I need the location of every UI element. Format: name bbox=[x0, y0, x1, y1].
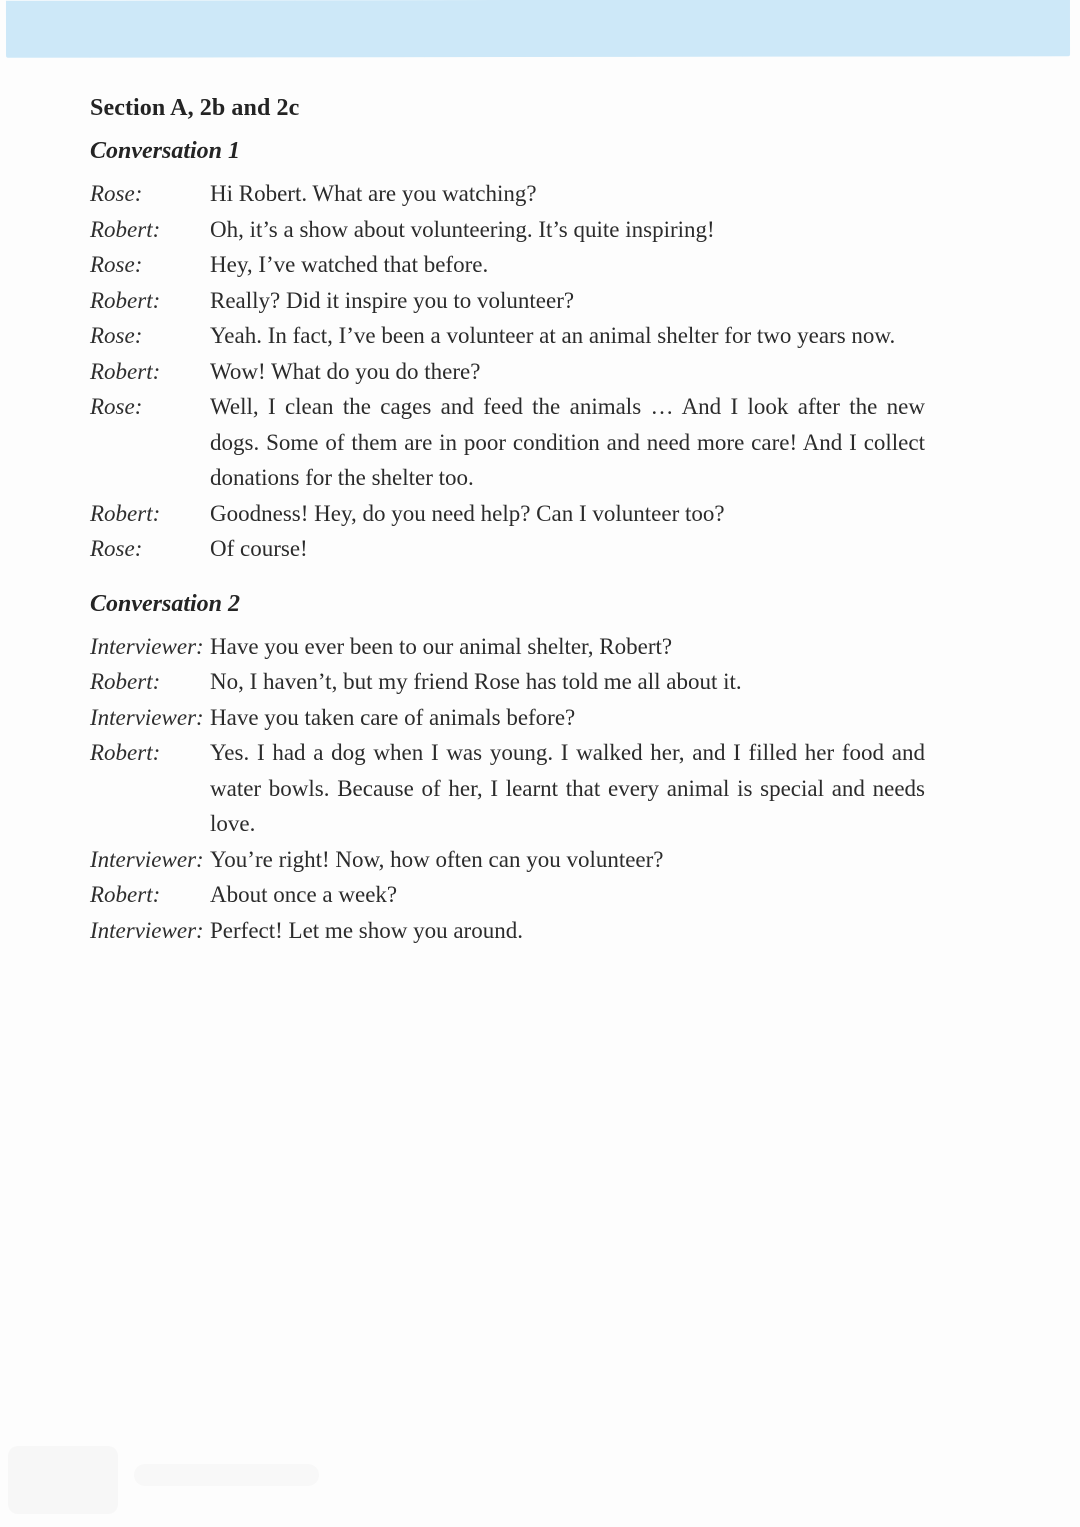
dialogue-turn bbox=[90, 913, 935, 949]
dialogue-text: Goodness! Hey, do you need help? Can I volunteer too? bbox=[210, 500, 725, 526]
speaker-name: Interviewer: bbox=[90, 846, 204, 872]
speaker-name: Robert: bbox=[90, 216, 161, 242]
conversation-title: Conversation 2 bbox=[90, 590, 241, 617]
dialogue-text: Of course! bbox=[210, 536, 308, 561]
speaker-name: Robert: bbox=[90, 358, 161, 384]
dialogue-text: Really? Did it inspire you to volunteer? bbox=[210, 287, 575, 313]
dialogue-turn bbox=[90, 176, 935, 212]
dialogue-text: Wow! What do you do there? bbox=[210, 358, 481, 384]
page-top-blue-band bbox=[6, 0, 1070, 58]
speaker-name: Rose: bbox=[90, 252, 143, 277]
dialogue-text: Oh, it’s a show about volunteering. It’s quite inspiring! bbox=[210, 216, 715, 242]
speaker-name: Rose: bbox=[90, 394, 143, 419]
speaker-name: Robert: bbox=[90, 669, 161, 694]
section-heading: Section A, 2b and 2c bbox=[90, 95, 300, 121]
dialogue-text: Yes. I had a dog when I was young. I walked her, and I filled her food and water bowls. Because of her, I learnt that every animal is special and needs love. bbox=[210, 740, 925, 836]
speaker-name: Robert: bbox=[90, 882, 161, 907]
dialogue-turns bbox=[90, 176, 935, 567]
dialogue-turn bbox=[90, 283, 935, 319]
speaker-name: Interviewer: bbox=[90, 917, 204, 943]
dialogue-turn bbox=[90, 877, 935, 913]
dialogue-text: Hi Robert. What are you watching? bbox=[210, 181, 537, 206]
dialogue-text: No, I haven’t, but my friend Rose has told me all about it. bbox=[210, 669, 742, 694]
dialogue-turn bbox=[90, 354, 935, 390]
conversations-list bbox=[90, 136, 935, 948]
dialogue-text: Perfect! Let me show you around. bbox=[210, 917, 523, 943]
dialogue-turn bbox=[90, 664, 935, 700]
dialogue-text: You’re right! Now, how often can you volunteer? bbox=[210, 846, 664, 872]
dialogue-turn bbox=[90, 629, 935, 665]
conversation-block bbox=[90, 136, 935, 567]
speaker-name: Rose: bbox=[90, 536, 143, 561]
dialogue-turns bbox=[90, 629, 935, 949]
dialogue-text: Well, I clean the cages and feed the animals … And I look after the new dogs. Some of them are in poor condition and need more care! And I collect donations for the shelter too. bbox=[210, 394, 925, 490]
speaker-name: Interviewer: bbox=[90, 633, 204, 659]
dialogue-text: Yeah. In fact, I’ve been a volunteer at an animal shelter for two years now. bbox=[210, 323, 896, 348]
dialogue-text: About once a week? bbox=[210, 882, 398, 907]
dialogue-turn bbox=[90, 531, 935, 567]
speaker-name: Robert: bbox=[90, 740, 161, 765]
dialogue-turn bbox=[90, 842, 935, 878]
dialogue-text: Hey, I’ve watched that before. bbox=[210, 252, 489, 277]
dialogue-turn bbox=[90, 212, 935, 248]
dialogue-turn bbox=[90, 318, 935, 354]
dialogue-turn bbox=[90, 496, 935, 532]
dialogue-text: Have you taken care of animals before? bbox=[210, 704, 576, 730]
conversation-block bbox=[90, 589, 935, 949]
faint-watermark bbox=[4, 1438, 404, 1518]
watermark-text-blob bbox=[134, 1464, 319, 1486]
speaker-name: Robert: bbox=[90, 500, 161, 526]
speaker-name: Rose: bbox=[90, 181, 143, 206]
dialogue-text: Have you ever been to our animal shelter, Robert? bbox=[210, 633, 673, 659]
speaker-name: Interviewer: bbox=[90, 704, 204, 730]
dialogue-turn bbox=[90, 700, 935, 736]
page-content bbox=[90, 94, 935, 948]
dialogue-turn bbox=[90, 389, 935, 496]
speaker-name: Robert: bbox=[90, 287, 161, 313]
conversation-title: Conversation 1 bbox=[90, 138, 241, 164]
speaker-name: Rose: bbox=[90, 323, 143, 348]
dialogue-turn bbox=[90, 735, 935, 842]
dialogue-turn bbox=[90, 247, 935, 283]
watermark-logo-blob bbox=[8, 1446, 118, 1514]
